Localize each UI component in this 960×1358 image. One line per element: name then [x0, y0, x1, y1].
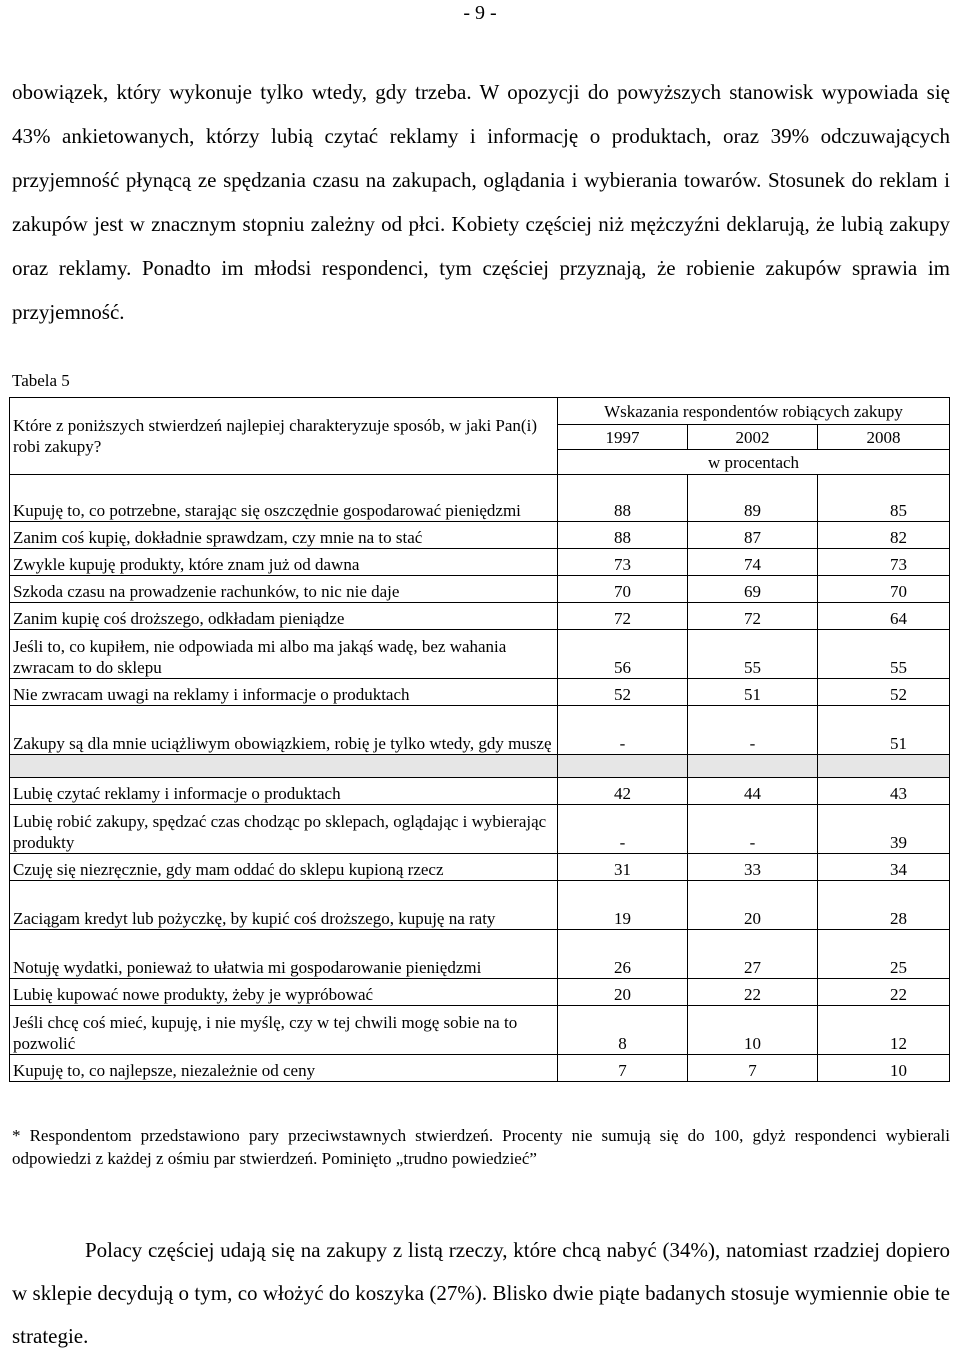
value-1997: 72 — [558, 603, 688, 630]
value-2008: 28 — [818, 881, 950, 930]
value-1997: 7 — [558, 1055, 688, 1082]
value-1997: 31 — [558, 854, 688, 881]
row-label: Zanim coś kupię, dokładnie sprawdzam, czy mnie na to stać — [10, 522, 558, 549]
question-header: Które z poniższych stwierdzeń najlepiej charakteryzuje sposób, w jaki Pan(i) robi zakupy? — [10, 398, 558, 475]
value-2002: 69 — [688, 576, 818, 603]
value-2008: 25 — [818, 930, 950, 979]
row-label: Czuję się niezręcznie, gdy mam oddać do sklepu kupioną rzecz — [10, 854, 558, 881]
value-2008: 22 — [818, 979, 950, 1006]
table-row — [10, 603, 950, 630]
value-2002: 74 — [688, 549, 818, 576]
group-header: Wskazania respondentów robiących zakupy — [558, 398, 950, 425]
value-1997: 19 — [558, 881, 688, 930]
value-2008: 55 — [818, 630, 950, 679]
value-1997: 52 — [558, 679, 688, 706]
value-2008: 12 — [818, 1006, 950, 1055]
value-1997: 8 — [558, 1006, 688, 1055]
row-label: Jeśli to, co kupiłem, nie odpowiada mi albo ma jakąś wadę, bez wahania zwracam to do sklepu — [10, 630, 558, 679]
table-row — [10, 930, 950, 979]
year-header-2008: 2008 — [818, 425, 950, 450]
value-2002: 72 — [688, 603, 818, 630]
value-2008: 51 — [818, 706, 950, 755]
table-body — [10, 398, 950, 1082]
table-row — [10, 679, 950, 706]
value-1997: 20 — [558, 979, 688, 1006]
value-1997: 56 — [558, 630, 688, 679]
table-row — [10, 1055, 950, 1082]
closing-paragraph: Polacy częściej udają się na zakupy z listą rzeczy, które chcą nabyć (34%), natomiast rzadziej dopiero w sklepie decydują o tym, co włożyć do koszyka (27%). Blisko dwie piąte badanych stosuje wymiennie obie te strategie. — [12, 1238, 950, 1348]
row-label: Lubię czytać reklamy i informacje o produktach — [10, 778, 558, 805]
value-2002: 7 — [688, 1055, 818, 1082]
value-2002: - — [688, 805, 818, 854]
shopping-attitudes-table — [9, 397, 950, 1082]
value-2008: 43 — [818, 778, 950, 805]
row-label: Lubię kupować nowe produkty, żeby je wypróbować — [10, 979, 558, 1006]
value-2002: 20 — [688, 881, 818, 930]
value-1997: - — [558, 706, 688, 755]
table-row — [10, 576, 950, 603]
separator-cell — [688, 755, 818, 778]
table-row — [10, 522, 950, 549]
value-2002: 55 — [688, 630, 818, 679]
value-2002: 89 — [688, 475, 818, 522]
table-row — [10, 475, 950, 522]
separator-cell — [558, 755, 688, 778]
value-2002: 27 — [688, 930, 818, 979]
value-1997: 26 — [558, 930, 688, 979]
value-2002: 22 — [688, 979, 818, 1006]
value-2002: - — [688, 706, 818, 755]
value-2008: 64 — [818, 603, 950, 630]
row-label: Zwykle kupuję produkty, które znam już od dawna — [10, 549, 558, 576]
value-2008: 34 — [818, 854, 950, 881]
value-2008: 70 — [818, 576, 950, 603]
value-1997: 73 — [558, 549, 688, 576]
value-2008: 52 — [818, 679, 950, 706]
value-2008: 10 — [818, 1055, 950, 1082]
table-footnote: * Respondentom przedstawiono pary przeciwstawnych stwierdzeń. Procenty nie sumują się do 100, gdyż respondenci wybierali odpowiedzi z każdej z ośmiu par stwierdzeń. Pominięto „trudno powiedzieć” — [12, 1126, 950, 1168]
value-1997: - — [558, 805, 688, 854]
value-1997: 42 — [558, 778, 688, 805]
table-row — [10, 630, 950, 679]
table-row — [10, 778, 950, 805]
table-row — [10, 1006, 950, 1055]
row-label: Jeśli chcę coś mieć, kupuję, i nie myślę, czy w tej chwili mogę sobie na to pozwolić — [10, 1006, 558, 1055]
value-2008: 82 — [818, 522, 950, 549]
unit-header: w procentach — [558, 450, 950, 475]
value-2002: 33 — [688, 854, 818, 881]
row-label: Kupuję to, co potrzebne, starając się oszczędnie gospodarować pieniędzmi — [10, 475, 558, 522]
row-label: Notuję wydatki, ponieważ to ułatwia mi gospodarowanie pieniędzmi — [10, 930, 558, 979]
row-label: Kupuję to, co najlepsze, niezależnie od ceny — [10, 1055, 558, 1082]
year-header-1997: 1997 — [558, 425, 688, 450]
value-2008: 39 — [818, 805, 950, 854]
table-separator-row — [10, 755, 950, 778]
separator-cell — [10, 755, 558, 778]
separator-cell — [818, 755, 950, 778]
table-row — [10, 881, 950, 930]
value-2002: 87 — [688, 522, 818, 549]
row-label: Zanim kupię coś droższego, odkładam pieniądze — [10, 603, 558, 630]
table-header-row — [10, 398, 950, 425]
value-2002: 10 — [688, 1006, 818, 1055]
table-row — [10, 979, 950, 1006]
row-label: Szkoda czasu na prowadzenie rachunków, to nic nie daje — [10, 576, 558, 603]
table-caption: Tabela 5 — [12, 371, 70, 390]
value-2008: 85 — [818, 475, 950, 522]
row-label: Zaciągam kredyt lub pożyczkę, by kupić coś droższego, kupuję na raty — [10, 881, 558, 930]
row-label: Zakupy są dla mnie uciążliwym obowiązkiem, robię je tylko wtedy, gdy muszę — [10, 706, 558, 755]
year-header-2002: 2002 — [688, 425, 818, 450]
value-2008: 73 — [818, 549, 950, 576]
row-label: Lubię robić zakupy, spędzać czas chodząc po sklepach, oglądając i wybierając produkty — [10, 805, 558, 854]
value-2002: 44 — [688, 778, 818, 805]
value-1997: 88 — [558, 522, 688, 549]
value-1997: 70 — [558, 576, 688, 603]
table-row — [10, 805, 950, 854]
table-row — [10, 854, 950, 881]
row-label: Nie zwracam uwagi na reklamy i informacje o produktach — [10, 679, 558, 706]
value-2002: 51 — [688, 679, 818, 706]
table-row — [10, 706, 950, 755]
table-row — [10, 549, 950, 576]
page-number: - 9 - — [463, 2, 497, 24]
value-1997: 88 — [558, 475, 688, 522]
intro-paragraph: obowiązek, który wykonuje tylko wtedy, gdy trzeba. W opozycji do powyższych stanowisk wypowiada się 43% ankietowanych, którzy lubią czytać reklamy i informację o produktach, oraz 39% odczuwających przyjemność płynącą ze spędzania czasu na zakupach, oglądania i wybierania towarów. Stosunek do reklam i zakupów jest w znacznym stopniu zależny od płci. Kobiety częściej niż mężczyźni deklarują, że lubią zakupy oraz reklamy. Ponadto im młodsi respondenci, tym częściej przyznają, że robienie zakupów sprawia im przyjemność. — [12, 80, 950, 324]
